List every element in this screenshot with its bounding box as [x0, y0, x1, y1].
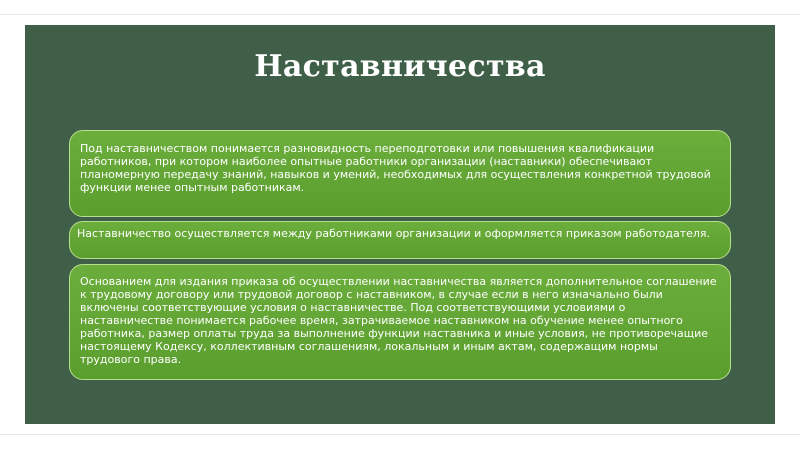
slide-title: Наставничества: [254, 49, 546, 84]
text-box-basis: Основанием для издания приказа об осуществлении наставничества является дополнительное соглашение к трудовому договору или трудовой договор с наставником, в случае если в него изначально были включены соответствующие условия о наставничестве. Под соответствующими условиями о наставничестве понимается рабочее время, затрачиваемое наставником на обучение менее опытного работника, размер оплаты труда за выполнение функции наставника и иные условия, не противоречащие настоящему Кодексу, коллективным соглашениям, локальным и иным актам, содержащим нормы трудового права.: [69, 264, 731, 380]
text-box-definition: Под наставничеством понимается разновидность переподготовки или повышения квалификации работников, при котором наиболее опытные работники организации (наставники) обеспечивают планомерную передачу знаний, навыков и умений, необходимых для осуществления конкретной трудовой функции менее опытным работникам.: [69, 130, 731, 217]
bottom-divider: [0, 434, 800, 435]
top-divider: [0, 14, 800, 15]
text-box-order: Наставничество осуществляется между работниками организации и оформляется приказом работодателя.: [69, 221, 731, 259]
slide: [25, 25, 775, 424]
